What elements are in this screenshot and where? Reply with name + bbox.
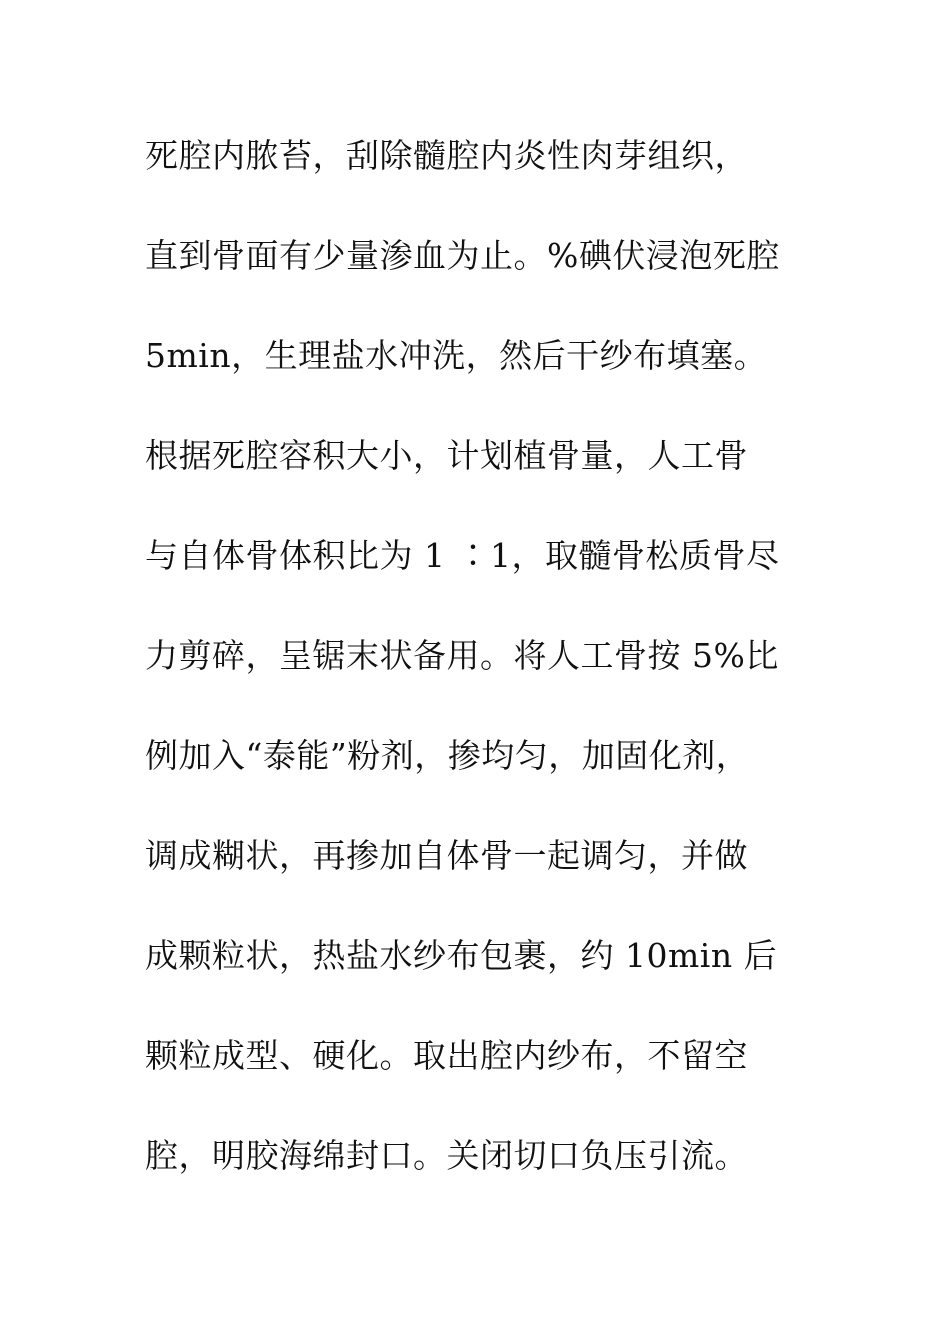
text-line-1: 死腔内脓苔，刮除髓腔内炎性肉芽组织， bbox=[145, 136, 748, 175]
text-line-4: 根据死腔容积大小，计划植骨量，人工骨 bbox=[145, 436, 748, 475]
body-text bbox=[145, 128, 825, 1228]
text-line-2: 直到骨面有少量渗血为止。%碘伏浸泡死腔 bbox=[145, 236, 780, 275]
text-line-3: 5min，生理盐水冲洗，然后干纱布填塞。 bbox=[145, 336, 768, 375]
text-line-5: 与自体骨体积比为 1 ∶1，取髓骨松质骨尽 bbox=[145, 536, 780, 575]
text-line-8: 调成糊状，再掺加自体骨一起调匀，并做 bbox=[145, 836, 748, 875]
text-line-10: 颗粒成型、硬化。取出腔内纱布，不留空 bbox=[145, 1036, 748, 1075]
text-line-7: 例加入“泰能”粉剂，掺均匀，加固化剂， bbox=[145, 736, 750, 775]
text-line-11: 腔，明胶海绵封口。关闭切口负压引流。 bbox=[145, 1136, 748, 1175]
text-line-6: 力剪碎，呈锯末状备用。将人工骨按 5%比 bbox=[145, 636, 779, 675]
text-line-9: 成颗粒状，热盐水纱布包裹，约 10min 后 bbox=[145, 936, 778, 975]
